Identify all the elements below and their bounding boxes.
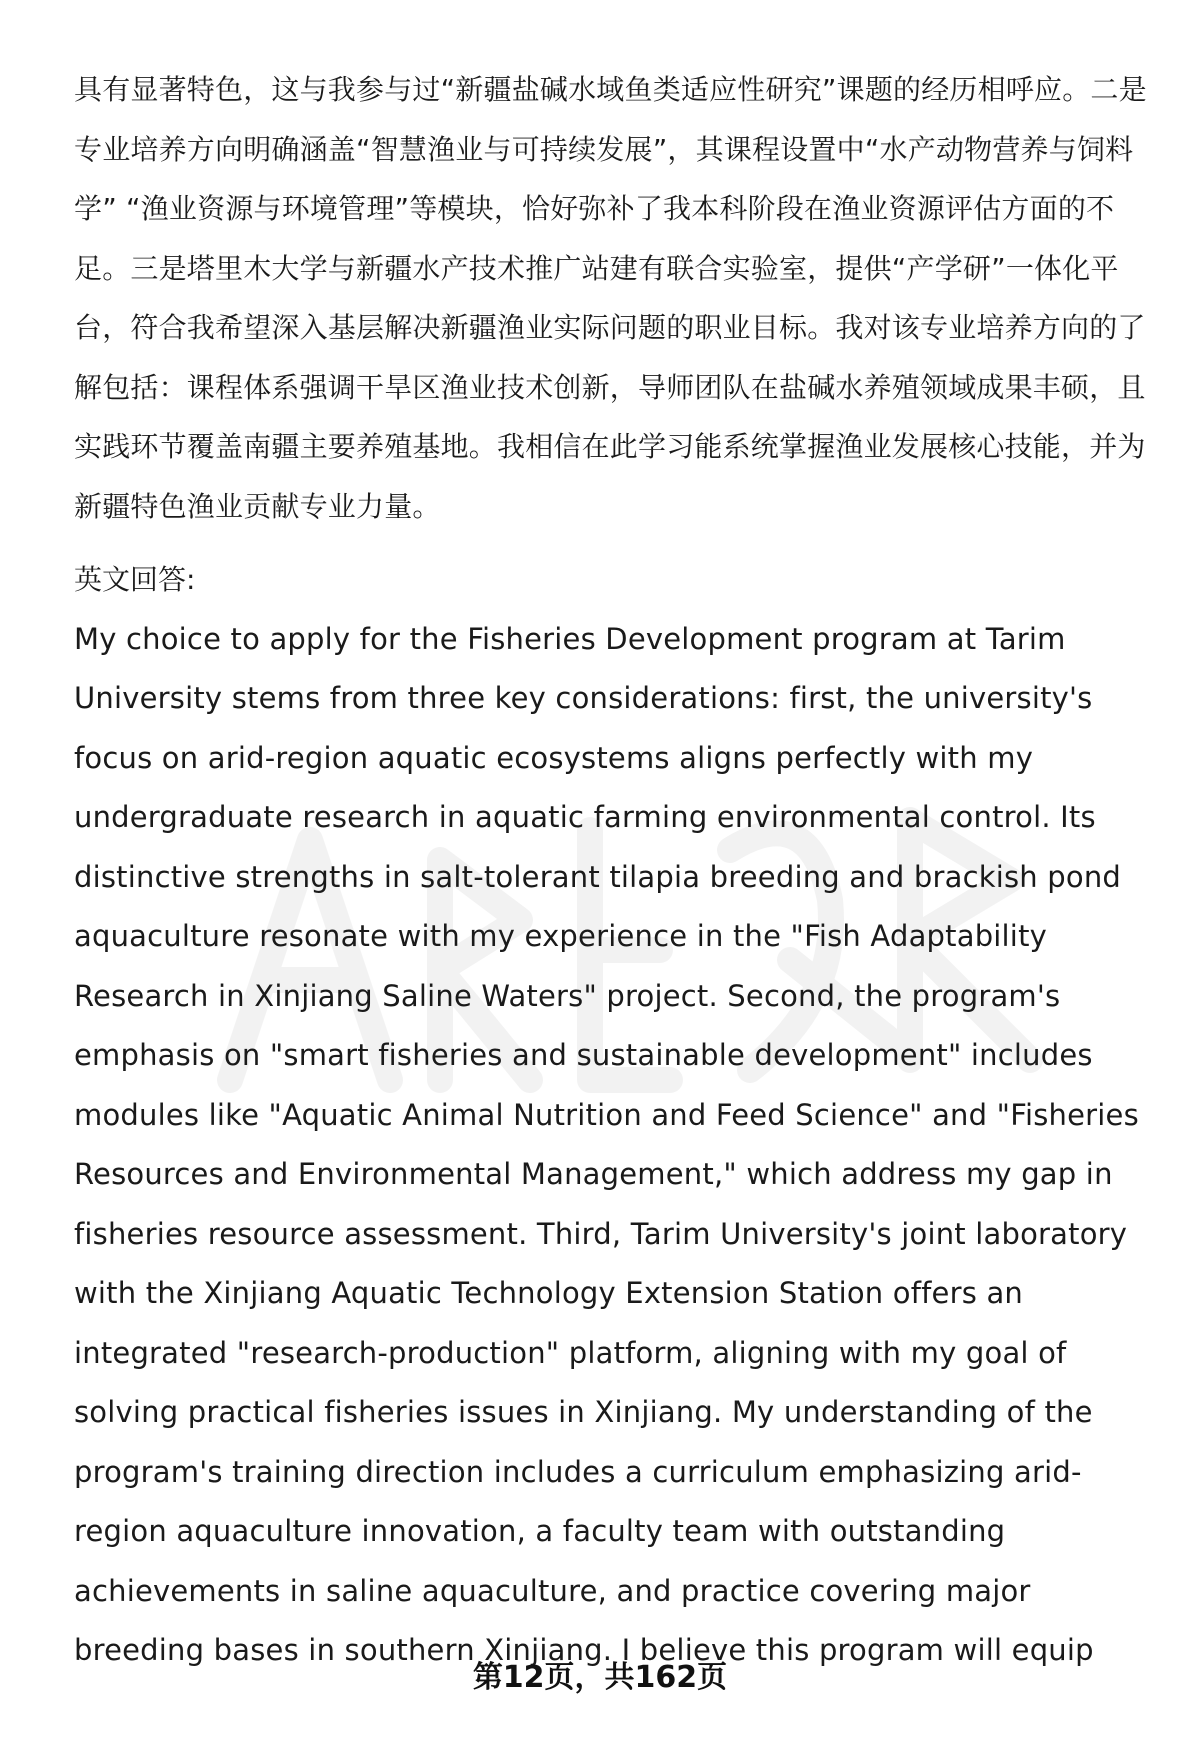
document-page [74,60,1154,1681]
page-number-footer: 第12页，共162页 [472,1660,728,1695]
english-answer-label: 英文回答: [74,563,196,596]
chinese-answer-paragraph: 具有显著特色，这与我参与过“新疆盐碱水域鱼类适应性研究”课题的经历相呼应。二是专业培养方向明确涵盖“智慧渔业与可持续发展”，其课程设置中“水产动物营养与饲料学” “渔业资源与环境管理”等模块，恰好弥补了我本科阶段在渔业资源评估方面的不足。三是塔里木大学与新疆水产技术推广站建有联合实验室，提供“产学研”一体化平台，符合我希望深入基层解决新疆渔业实际问题的职业目标。我对该专业培养方向的了解包括：课程体系强调干旱区渔业技术创新，导师团队在盐碱水养殖领域成果丰硕，且实践环节覆盖南疆主要养殖基地。我相信在此学习能系统掌握渔业发展核心技能，并为新疆特色渔业贡献专业力量。 [74,73,1147,523]
english-answer-paragraph: My choice to apply for the Fisheries Development program at Tarim University stems from three key considerations: first, the university's focus on arid-region aquatic ecosystems aligns perfectly with my undergraduate research in aquatic farming environmental control. Its distinctive strengths in salt-tolerant tilapia breeding and brackish pond aquaculture resonate with my experience in the "Fish Adaptability Research in Xinjiang Saline Waters" project. Second, the program's emphasis on "smart fisheries and sustainable development" includes modules like "Aquatic Animal Nutrition and Feed Science" and "Fisheries Resources and Environmental Management," which address my gap in fisheries resource assessment. Third, Tarim University's joint laboratory with the Xinjiang Aquatic Technology Extension Station offers an integrated "research-production" platform, aligning with my goal of solving practical fisheries issues in Xinjiang. My understanding of the program's training direction includes a curriculum emphasizing arid-region aquaculture innovation, a faculty team with outstanding achievements in saline aquaculture, and practice covering major breeding bases in southern Xinjiang. I believe this program will equip [74,621,1139,1667]
